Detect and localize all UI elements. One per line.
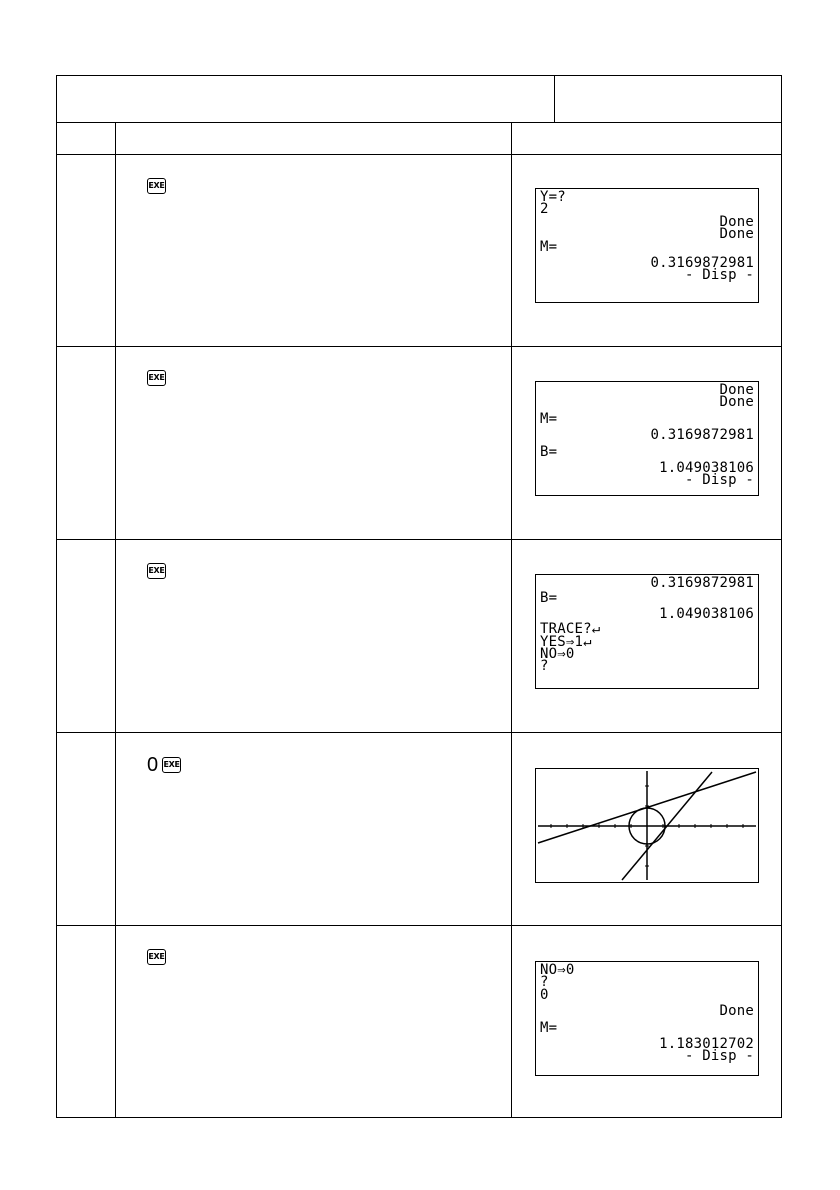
calculator-display <box>535 961 759 1076</box>
key-sequence <box>147 949 166 965</box>
display-line: Done <box>719 213 754 230</box>
calculator-display <box>535 188 759 303</box>
calculator-display <box>535 381 759 496</box>
display-line: M= <box>540 1019 558 1036</box>
display-line: - Disp - <box>684 472 754 489</box>
table-row <box>57 925 781 1118</box>
graph-plot <box>536 769 758 882</box>
display-line: 0 <box>540 986 549 1003</box>
display-line: Y=? <box>540 189 566 205</box>
display-line: B= <box>540 590 558 607</box>
display-line: ? <box>540 658 549 675</box>
calculator-graph-display <box>535 768 759 883</box>
key-sequence <box>147 178 166 194</box>
display-line: 1.183012702 <box>659 1035 754 1052</box>
display-line: Done <box>719 382 754 398</box>
display-line: ? <box>540 974 549 991</box>
display-line: YES⇒1↵ <box>540 633 592 650</box>
display-line: M= <box>540 238 558 255</box>
display-line: 1.049038106 <box>659 459 754 476</box>
display-line: TRACE?↵ <box>540 621 601 638</box>
instruction-table <box>56 75 782 1118</box>
exe-key-icon: EXE <box>147 563 166 579</box>
display-line: 0.3169872981 <box>650 254 754 271</box>
calculator-display <box>535 574 759 689</box>
display-line: 0.3169872981 <box>650 427 754 444</box>
display-line: Done <box>719 1003 754 1020</box>
exe-key-icon: EXE <box>147 370 166 386</box>
table-row <box>57 346 781 539</box>
key-sequence <box>147 563 166 579</box>
table-row <box>57 154 781 346</box>
display-line: 0.3169872981 <box>650 575 754 591</box>
title-cell-divider <box>554 76 555 122</box>
display-line: - Disp - <box>684 267 754 284</box>
display-line: 2 <box>540 201 549 218</box>
key-sequence <box>147 370 166 386</box>
exe-key-icon: EXE <box>147 949 166 965</box>
display-line: Done <box>719 394 754 411</box>
zero-key: 0 <box>147 754 159 776</box>
header-divider <box>57 122 781 123</box>
display-line: NO⇒0 <box>540 645 575 662</box>
table-row <box>57 732 781 925</box>
exe-key-icon: EXE <box>147 178 166 194</box>
key-sequence <box>147 756 181 774</box>
display-line: NO⇒0 <box>540 962 575 978</box>
exe-key-icon: EXE <box>162 757 181 773</box>
table-row <box>57 539 781 732</box>
display-line: 1.049038106 <box>659 605 754 622</box>
display-line: - Disp - <box>684 1048 754 1065</box>
display-line: Done <box>719 226 754 243</box>
display-line: B= <box>540 443 558 460</box>
display-line: M= <box>540 410 558 427</box>
